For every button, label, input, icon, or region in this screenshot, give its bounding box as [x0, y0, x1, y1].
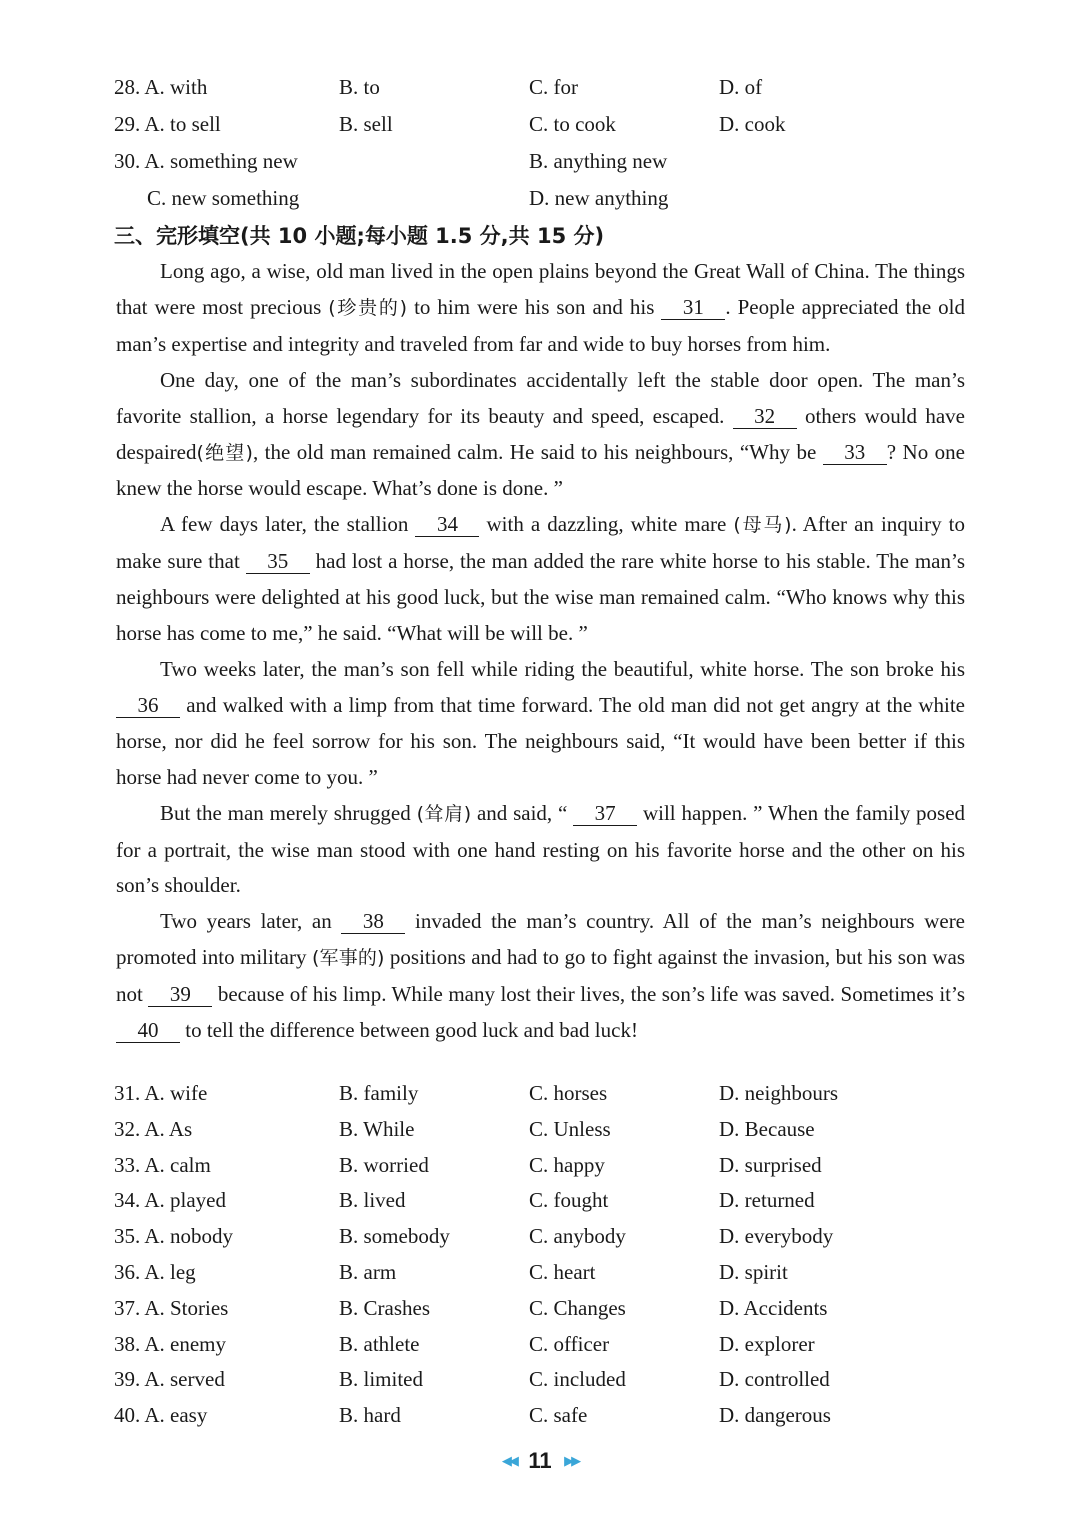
- question-28-option-c: C. for: [529, 75, 578, 99]
- question-30-option-a: 30. A. something new: [114, 149, 298, 173]
- option-d: D. Accidents: [719, 1295, 828, 1320]
- passage-text: But the man merely shrugged: [160, 800, 411, 825]
- passage-text: positions and had to go to fight against the invasion, but his son was not: [116, 945, 966, 1007]
- previous-arrows-icon: ◀◀: [501, 1453, 516, 1468]
- blank-33: 33: [823, 440, 887, 465]
- option-d: D. explorer: [719, 1331, 815, 1356]
- option-b: B. arm: [339, 1259, 397, 1284]
- option-c: C. Changes: [529, 1295, 626, 1320]
- blank-34: 34: [415, 512, 479, 537]
- option-b: B. family: [339, 1081, 419, 1105]
- question-row: [0, 1327, 1080, 1363]
- question-30-option-d: D. new anything: [529, 186, 669, 210]
- question-row: [0, 1291, 1080, 1327]
- answer-options-list: [0, 1076, 1080, 1434]
- option-c: C. heart: [529, 1259, 596, 1284]
- option-a: 31. A. wife: [114, 1081, 208, 1105]
- option-d: D. everybody: [719, 1224, 834, 1249]
- page-footer: [0, 1448, 1080, 1480]
- question-row: [0, 1183, 1080, 1219]
- question-28-option-b: B. to: [339, 75, 380, 99]
- question-row: [0, 1255, 1080, 1291]
- blank-38: 38: [341, 909, 405, 934]
- passage-text: invaded the man’s country. All of the man’s neighbours were promoted into military: [116, 909, 966, 970]
- option-a: 32. A. As: [114, 1116, 193, 1141]
- question-30-row-2: [0, 180, 1080, 216]
- option-b: B. athlete: [339, 1331, 420, 1356]
- option-d: D. controlled: [719, 1367, 830, 1392]
- question-29-option-d: D. cook: [719, 112, 786, 136]
- option-d: D. spirit: [719, 1259, 788, 1284]
- option-c: C. Unless: [529, 1116, 611, 1141]
- question-30-option-b: B. anything new: [529, 149, 668, 173]
- blank-37: 37: [573, 801, 637, 826]
- passage-text: . People appreciated the old man’s expertise and integrity and traveled from far and wide to buy horses from him.: [116, 294, 966, 356]
- passage-text: One day, one of the man’s subordinates accidentally left the stable door open. The man’s favorite stallion, a horse legendary for its beauty and speed, escaped.: [116, 367, 965, 428]
- option-c: C. included: [529, 1367, 626, 1392]
- option-d: D. dangerous: [719, 1403, 831, 1428]
- passage-text: with a dazzling, white mare: [486, 512, 727, 537]
- option-c: C. anybody: [529, 1224, 626, 1249]
- passage-paragraph-1: [116, 254, 965, 363]
- blank-35: 35: [246, 549, 310, 574]
- question-30-row: [0, 143, 1080, 179]
- passage-paragraph-6: [116, 904, 965, 1049]
- blank-31: 31: [661, 295, 725, 320]
- option-d: D. returned: [719, 1188, 815, 1213]
- question-28-row: [0, 69, 1080, 105]
- option-a: 37. A. Stories: [114, 1295, 229, 1320]
- passage-text: Two weeks later, the man’s son fell while riding the beautiful, white horse. The son broke his: [160, 656, 965, 681]
- gloss-text: (珍贵的): [328, 296, 408, 319]
- passage-text: had lost a horse, the man added the rare white horse to his stable. The man’s neighbours were delighted at his good luck, but the wise man remained calm. “Who knows why this horse has come to me,” he said. “What will be will be. ”: [116, 549, 966, 646]
- section-title: 三、完形填空(共 10 小题;每小题 1.5 分,共 15 分): [114, 224, 605, 248]
- question-29-row: [0, 106, 1080, 142]
- option-a: 39. A. served: [114, 1367, 225, 1392]
- passage-paragraph-2: [116, 363, 965, 508]
- question-row: [0, 1076, 1080, 1112]
- question-29-option-a: 29. A. to sell: [114, 112, 221, 136]
- question-row: [0, 1148, 1080, 1184]
- blank-32: 32: [733, 404, 797, 429]
- option-c: C. safe: [529, 1403, 588, 1428]
- cloze-passage: [116, 254, 965, 1049]
- passage-text: to tell the difference between good luck and bad luck!: [185, 1018, 638, 1043]
- blank-36: 36: [116, 693, 180, 718]
- passage-paragraph-5: [116, 796, 965, 905]
- option-b: B. While: [339, 1116, 415, 1141]
- option-b: B. worried: [339, 1152, 429, 1177]
- option-b: B. lived: [339, 1188, 406, 1213]
- passage-text: and said, “: [476, 800, 568, 825]
- option-c: C. happy: [529, 1152, 605, 1177]
- question-row: [0, 1219, 1080, 1255]
- passage-paragraph-4: [116, 652, 965, 796]
- passage-text: Two years later, an: [160, 909, 332, 934]
- option-b: B. hard: [339, 1403, 401, 1428]
- question-29-option-b: B. sell: [339, 112, 393, 136]
- gloss-text: (母马): [733, 514, 792, 537]
- option-c: C. horses: [529, 1081, 608, 1105]
- option-d: D. Because: [719, 1116, 815, 1141]
- next-arrows-icon: ▶▶: [564, 1453, 579, 1468]
- question-row: [0, 1362, 1080, 1398]
- passage-text: to him were his son and his: [414, 294, 655, 319]
- question-30-option-c: C. new something: [147, 186, 300, 210]
- option-b: B. somebody: [339, 1224, 450, 1249]
- passage-text: . After an inquiry to make sure that: [116, 512, 966, 574]
- option-a: 35. A. nobody: [114, 1224, 234, 1249]
- question-29-option-c: C. to cook: [529, 112, 616, 136]
- option-d: D. neighbours: [719, 1081, 838, 1105]
- blank-39: 39: [148, 982, 212, 1007]
- question-row: [0, 1112, 1080, 1148]
- option-a: 38. A. enemy: [114, 1331, 226, 1356]
- option-c: C. officer: [529, 1331, 610, 1356]
- passage-text: , the old man remained calm. He said to his neighbours, “Why be: [252, 439, 817, 464]
- passage-text: Long ago, a wise, old man lived in the open plains beyond the Great Wall of China. The things that were most precious: [116, 259, 965, 319]
- gloss-text: (耸肩): [416, 802, 472, 825]
- passage-text: and walked with a limp from that time forward. The old man did not get angry at the white horse, nor did he feel sorrow for his son. The neighbours said, “It would have been better if this horse had never come to you. ”: [116, 692, 966, 789]
- option-d: D. surprised: [719, 1152, 822, 1177]
- passage-text: will happen. ” When the family posed for a portrait, the wise man stood with one hand resting on his favorite horse and the other on his son’s shoulder.: [116, 800, 966, 898]
- option-b: B. Crashes: [339, 1295, 430, 1320]
- passage-text: A few days later, the stallion: [160, 512, 409, 537]
- passage-text: others would have despaired: [116, 403, 965, 464]
- page-number: 11: [528, 1448, 552, 1473]
- question-28-option-d: D. of: [719, 75, 763, 99]
- option-a: 40. A. easy: [114, 1403, 208, 1428]
- option-a: 33. A. calm: [114, 1152, 211, 1177]
- option-a: 34. A. played: [114, 1188, 226, 1213]
- question-row: [0, 1398, 1080, 1434]
- gloss-text: (军事的): [311, 947, 385, 970]
- blank-40: 40: [116, 1018, 180, 1043]
- gloss-text: (绝望): [196, 441, 253, 464]
- passage-text: ? No one knew the horse would escape. What’s done is done. ”: [116, 439, 965, 501]
- passage-paragraph-3: [116, 507, 965, 652]
- option-c: C. fought: [529, 1188, 609, 1213]
- option-a: 36. A. leg: [114, 1259, 196, 1284]
- question-28-option-a: 28. A. with: [114, 75, 208, 99]
- option-b: B. limited: [339, 1367, 423, 1392]
- passage-text: because of his limp. While many lost their lives, the son’s life was saved. Sometimes it’s: [217, 982, 966, 1007]
